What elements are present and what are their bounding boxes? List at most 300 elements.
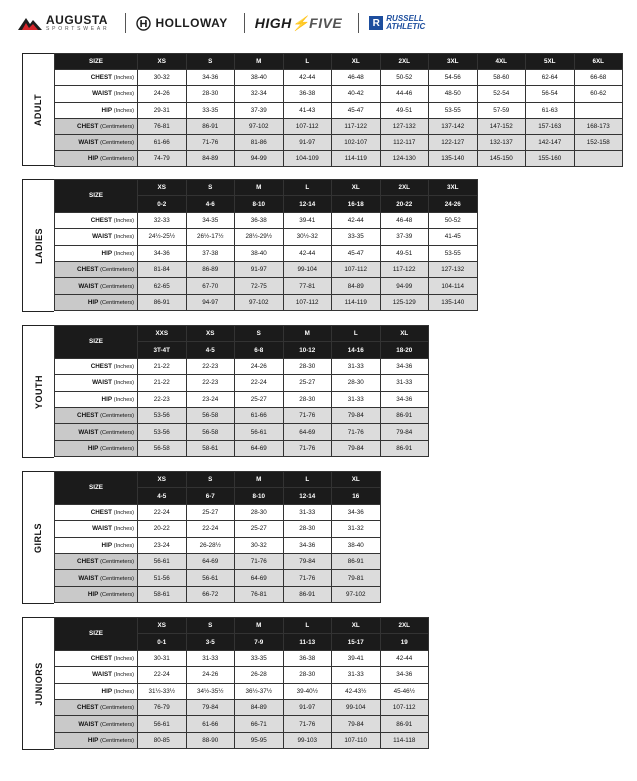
measurement-value: 28-30	[186, 86, 235, 102]
measurement-unit: (Inches)	[113, 91, 134, 98]
measurement-row	[55, 424, 429, 440]
brand-logos	[18, 8, 628, 38]
measurement-row	[55, 358, 429, 374]
measurement-value: 29-31	[138, 102, 187, 118]
measurement-value: 80-85	[138, 732, 187, 748]
measurement-part: WAIST	[92, 233, 113, 241]
measurement-value: 41-45	[429, 229, 478, 245]
measurement-value: 74-79	[138, 151, 187, 167]
numeric-size-header: 15-17	[332, 634, 381, 650]
brand-divider	[125, 13, 126, 33]
measurement-part: HIP	[101, 249, 113, 257]
size-column-header: XS	[138, 618, 187, 634]
measurement-row	[55, 732, 429, 748]
measurement-value: 31-33	[332, 391, 381, 407]
holloway-h-icon	[136, 16, 151, 31]
measurement-value: 45-47	[332, 102, 381, 118]
measurement-value: 97-102	[235, 294, 284, 310]
measurement-value: 168-173	[574, 118, 623, 134]
measurement-value: 34-36	[283, 537, 332, 553]
measurement-part: CHEST	[77, 704, 99, 712]
measurement-value: 52-54	[477, 86, 526, 102]
size-column-header: 2XL	[380, 54, 429, 70]
measurement-value: 34-36	[380, 391, 429, 407]
measurement-row	[55, 278, 478, 294]
measurement-value: 42-44	[283, 70, 332, 86]
measurement-part: CHEST	[90, 508, 113, 516]
measurement-value: 25-27	[186, 504, 235, 520]
measurement-part: HIP	[87, 590, 99, 598]
measurement-value: 79-84	[380, 424, 429, 440]
measurement-value: 152-158	[574, 134, 623, 150]
measurement-row	[55, 586, 381, 602]
measurement-value: 54-56	[429, 70, 478, 86]
measurement-unit: (Centimeters)	[100, 705, 134, 712]
numeric-size-header: 24-26	[429, 196, 478, 212]
measurement-value: 49-51	[380, 102, 429, 118]
measurement-row	[55, 407, 429, 423]
measurement-part: WAIST	[92, 525, 113, 533]
measurement-label	[55, 732, 138, 748]
measurement-label	[55, 570, 138, 586]
measurement-value: 91-97	[235, 261, 284, 277]
numeric-size-header: 19	[380, 634, 429, 650]
numeric-size-header: 16-18	[332, 196, 381, 212]
measurement-label	[55, 212, 138, 228]
measurement-value: 132-137	[477, 134, 526, 150]
category-text: ADULT	[33, 93, 44, 126]
measurement-value: 28-30	[283, 521, 332, 537]
measurement-part: HIP	[101, 687, 113, 695]
size-column-header: 4XL	[477, 54, 526, 70]
measurement-part: WAIST	[92, 671, 113, 679]
measurement-value: 58-61	[138, 586, 187, 602]
measurement-value: 46-48	[332, 70, 381, 86]
measurement-value: 56-61	[138, 553, 187, 569]
measurement-value: 79-81	[332, 570, 381, 586]
size-header-label: SIZE	[55, 326, 138, 359]
size-column-header: L	[332, 326, 381, 342]
measurement-value: 32-33	[138, 212, 187, 228]
size-column-header: XS	[138, 180, 187, 196]
measurement-value: 53-56	[138, 407, 187, 423]
measurement-value: 71-76	[332, 424, 381, 440]
numeric-size-header: 0-2	[138, 196, 187, 212]
measurement-value: 62-64	[526, 70, 575, 86]
size-column-header: XL	[332, 54, 381, 70]
measurement-value: 64-69	[235, 440, 284, 456]
measurement-value: 22-24	[186, 521, 235, 537]
numeric-size-header: 8-10	[235, 196, 284, 212]
measurement-row	[55, 212, 478, 228]
measurement-row	[55, 683, 429, 699]
measurement-value: 24½-25½	[138, 229, 187, 245]
measurement-value: 33-35	[332, 229, 381, 245]
measurement-value: 30½-32	[283, 229, 332, 245]
size-column-header: L	[283, 472, 332, 488]
measurement-value: 28-30	[332, 375, 381, 391]
holloway-name: HOLLOWAY	[155, 16, 228, 30]
measurement-value: 56-58	[138, 440, 187, 456]
size-column-header: L	[283, 54, 332, 70]
numeric-size-header: 4-5	[138, 488, 187, 504]
measurement-value: 45-46½	[380, 683, 429, 699]
measurement-unit: (Centimeters)	[100, 737, 134, 744]
measurement-value: 24-26	[138, 86, 187, 102]
measurement-value: 64-69	[186, 553, 235, 569]
size-column-header: S	[186, 180, 235, 196]
size-header-label: SIZE	[55, 180, 138, 213]
measurement-value: 71-76	[283, 407, 332, 423]
measurement-part: WAIST	[78, 574, 99, 582]
numeric-size-header: 3T-4T	[138, 342, 187, 358]
size-column-header: 6XL	[574, 54, 623, 70]
size-column-header: XS	[186, 326, 235, 342]
measurement-value: 34-35	[186, 212, 235, 228]
measurement-value: 104-114	[429, 278, 478, 294]
measurement-label	[55, 391, 138, 407]
numeric-size-header: 12-14	[283, 488, 332, 504]
measurement-label	[55, 553, 138, 569]
measurement-unit: (Centimeters)	[100, 156, 134, 163]
measurement-value: 61-66	[138, 134, 187, 150]
measurement-value: 99-104	[283, 261, 332, 277]
measurement-row	[55, 716, 429, 732]
measurement-value: 48-50	[429, 86, 478, 102]
measurement-value: 42-43½	[332, 683, 381, 699]
category-label	[22, 617, 54, 750]
category-text: JUNIORS	[33, 661, 44, 706]
size-column-header: XS	[138, 472, 187, 488]
measurement-value: 127-132	[380, 118, 429, 134]
measurement-unit: (Inches)	[113, 688, 134, 695]
measurement-value: 79-84	[186, 699, 235, 715]
measurement-part: WAIST	[92, 379, 113, 387]
measurement-value: 41-43	[283, 102, 332, 118]
measurement-value: 40-42	[332, 86, 381, 102]
measurement-part: HIP	[87, 298, 99, 306]
measurement-value: 39-40½	[283, 683, 332, 699]
measurement-value: 42-44	[332, 212, 381, 228]
brand-divider	[358, 13, 359, 33]
size-table	[54, 179, 478, 311]
measurement-value: 22-23	[186, 358, 235, 374]
numeric-size-header: 12-14	[283, 196, 332, 212]
measurement-part: HIP	[87, 155, 99, 163]
augusta-logo	[18, 12, 110, 32]
measurement-value: 53-55	[429, 102, 478, 118]
numeric-size-header: 3-5	[186, 634, 235, 650]
measurement-value: 94-99	[380, 278, 429, 294]
augusta-mountain-icon	[18, 16, 42, 30]
measurement-value: 107-110	[332, 732, 381, 748]
measurement-value: 56-61	[138, 716, 187, 732]
size-column-header: M	[235, 54, 284, 70]
measurement-value: 60-62	[574, 86, 623, 102]
measurement-unit: (Centimeters)	[100, 267, 134, 274]
measurement-value: 23-24	[138, 537, 187, 553]
measurement-unit: (Inches)	[113, 234, 134, 241]
measurement-value: 107-112	[332, 261, 381, 277]
size-column-header: XL	[332, 180, 381, 196]
measurement-value: 86-91	[186, 118, 235, 134]
measurement-part: WAIST	[78, 720, 99, 728]
measurement-value: 155-160	[526, 151, 575, 167]
measurement-value: 36-38	[283, 650, 332, 666]
measurement-value: 25-27	[235, 391, 284, 407]
measurement-unit: (Inches)	[113, 250, 134, 257]
size-column-header: L	[283, 618, 332, 634]
measurement-part: WAIST	[78, 139, 99, 147]
measurement-value: 34-36	[332, 504, 381, 520]
measurement-value: 66-71	[235, 716, 284, 732]
measurement-value: 50-52	[429, 212, 478, 228]
measurement-row	[55, 391, 429, 407]
measurement-value: 39-41	[283, 212, 332, 228]
measurement-part: WAIST	[78, 428, 99, 436]
size-table	[54, 325, 429, 457]
measurement-value	[574, 151, 623, 167]
measurement-label	[55, 424, 138, 440]
measurement-label	[55, 229, 138, 245]
measurement-value: 71-76	[283, 440, 332, 456]
measurement-unit: (Centimeters)	[100, 559, 134, 566]
measurement-value: 97-102	[332, 586, 381, 602]
measurement-value: 56-58	[186, 407, 235, 423]
measurement-value: 86-91	[332, 553, 381, 569]
size-header-row	[55, 326, 429, 342]
measurement-value: 142-147	[526, 134, 575, 150]
measurement-value: 86-91	[138, 294, 187, 310]
measurement-value: 44-46	[380, 86, 429, 102]
measurement-value: 28½-29½	[235, 229, 284, 245]
measurement-value: 107-112	[283, 294, 332, 310]
measurement-unit: (Inches)	[113, 217, 134, 224]
measurement-part: CHEST	[77, 122, 99, 130]
measurement-value: 49-51	[380, 245, 429, 261]
measurement-unit: (Inches)	[113, 672, 134, 679]
measurement-value: 61-63	[526, 102, 575, 118]
measurement-value: 34-36	[186, 70, 235, 86]
size-column-header: S	[186, 472, 235, 488]
measurement-value: 36½-37½	[235, 683, 284, 699]
measurement-value: 38-40	[235, 245, 284, 261]
measurement-value: 36-38	[235, 212, 284, 228]
measurement-unit: (Centimeters)	[100, 429, 134, 436]
measurement-unit: (Centimeters)	[100, 445, 134, 452]
measurement-value: 30-31	[138, 650, 187, 666]
measurement-label	[55, 86, 138, 102]
measurement-value: 84-89	[332, 278, 381, 294]
russell-logo	[369, 15, 425, 31]
measurement-value: 39-41	[332, 650, 381, 666]
size-header-row	[55, 618, 429, 634]
size-column-header: 5XL	[526, 54, 575, 70]
measurement-value: 66-72	[186, 586, 235, 602]
measurement-unit: (Inches)	[113, 75, 134, 82]
measurement-value: 42-44	[380, 650, 429, 666]
measurement-value: 30-32	[235, 537, 284, 553]
measurement-row	[55, 570, 381, 586]
measurement-row	[55, 118, 623, 134]
numeric-size-header: 6-7	[186, 488, 235, 504]
size-column-header: S	[235, 326, 284, 342]
category-text: YOUTH	[33, 374, 44, 409]
measurement-label	[55, 407, 138, 423]
category-label	[22, 325, 54, 458]
measurement-value: 37-39	[235, 102, 284, 118]
measurement-part: CHEST	[90, 74, 113, 82]
measurement-value: 71-76	[283, 716, 332, 732]
measurement-value: 58-61	[186, 440, 235, 456]
brand-divider	[244, 13, 245, 33]
measurement-value: 28-30	[283, 667, 332, 683]
measurement-value: 145-150	[477, 151, 526, 167]
measurement-value: 112-117	[380, 134, 429, 150]
measurement-value: 56-54	[526, 86, 575, 102]
size-header-row	[55, 54, 623, 70]
size-table	[54, 471, 381, 603]
measurement-row	[55, 440, 429, 456]
measurement-value: 117-122	[332, 118, 381, 134]
measurement-row	[55, 86, 623, 102]
size-column-header: M	[235, 618, 284, 634]
size-column-header: S	[186, 54, 235, 70]
numeric-size-header: 8-10	[235, 488, 284, 504]
measurement-row	[55, 521, 381, 537]
measurement-value: 53-55	[429, 245, 478, 261]
measurement-label	[55, 278, 138, 294]
measurement-value: 21-22	[138, 358, 187, 374]
measurement-value: 56-58	[186, 424, 235, 440]
size-column-header: 3XL	[429, 54, 478, 70]
measurement-value: 53-56	[138, 424, 187, 440]
numeric-size-header: 0-1	[138, 634, 187, 650]
measurement-part: CHEST	[77, 558, 99, 566]
measurement-unit: (Inches)	[113, 509, 134, 516]
augusta-sub: SPORTSWEAR	[46, 25, 110, 32]
measurement-row	[55, 537, 381, 553]
measurement-value: 64-69	[283, 424, 332, 440]
numeric-size-header: 16	[332, 488, 381, 504]
measurement-row	[55, 229, 478, 245]
measurement-value: 84-89	[235, 699, 284, 715]
measurement-value: 125-129	[380, 294, 429, 310]
measurement-row	[55, 134, 623, 150]
measurement-value: 127-132	[429, 261, 478, 277]
size-column-header: 2XL	[380, 618, 429, 634]
measurement-unit: (Inches)	[113, 396, 134, 403]
highfive-logo	[255, 15, 343, 32]
measurement-value: 30-32	[138, 70, 187, 86]
measurement-row	[55, 102, 623, 118]
measurement-value: 86-91	[380, 440, 429, 456]
measurement-row	[55, 667, 429, 683]
measurement-value: 95-95	[235, 732, 284, 748]
measurement-part: HIP	[101, 541, 113, 549]
measurement-value: 122-127	[429, 134, 478, 150]
measurement-value: 34-36	[380, 667, 429, 683]
measurement-part: WAIST	[92, 90, 113, 98]
measurement-value: 107-112	[283, 118, 332, 134]
measurement-value: 107-112	[380, 699, 429, 715]
measurement-value: 22-23	[138, 391, 187, 407]
measurement-value: 31-33	[186, 650, 235, 666]
measurement-value: 71-76	[186, 134, 235, 150]
measurement-value: 147-152	[477, 118, 526, 134]
measurement-value: 81-86	[235, 134, 284, 150]
measurement-value: 58-60	[477, 70, 526, 86]
measurement-label	[55, 358, 138, 374]
measurement-value: 117-122	[380, 261, 429, 277]
measurement-unit: (Inches)	[113, 655, 134, 662]
measurement-part: HIP	[101, 395, 113, 403]
measurement-label	[55, 586, 138, 602]
measurement-value: 79-84	[283, 553, 332, 569]
measurement-value: 104-109	[283, 151, 332, 167]
measurement-value: 33-35	[235, 650, 284, 666]
measurement-part: HIP	[87, 736, 99, 744]
size-column-header: L	[283, 180, 332, 196]
measurement-label	[55, 294, 138, 310]
size-header-label: SIZE	[55, 54, 138, 70]
measurement-label	[55, 650, 138, 666]
numeric-size-header: 14-16	[332, 342, 381, 358]
measurement-value: 124-130	[380, 151, 429, 167]
measurement-part: HIP	[101, 106, 113, 114]
measurement-value: 91-97	[283, 699, 332, 715]
measurement-label	[55, 440, 138, 456]
size-column-header: XS	[138, 54, 187, 70]
size-column-header: XL	[332, 472, 381, 488]
measurement-label	[55, 521, 138, 537]
size-column-header: XL	[380, 326, 429, 342]
bolt-icon: ⚡	[291, 14, 310, 31]
measurement-label	[55, 683, 138, 699]
measurement-value: 77-81	[283, 278, 332, 294]
measurement-value: 51-56	[138, 570, 187, 586]
measurement-unit: (Inches)	[113, 542, 134, 549]
measurement-value: 26½-17½	[186, 229, 235, 245]
measurement-unit: (Inches)	[113, 107, 134, 114]
measurement-part: CHEST	[77, 266, 99, 274]
measurement-value: 28-30	[235, 504, 284, 520]
measurement-value: 88-90	[186, 732, 235, 748]
category-label	[22, 179, 54, 312]
measurement-unit: (Inches)	[113, 363, 134, 370]
size-table	[54, 617, 429, 749]
measurement-label	[55, 699, 138, 715]
size-column-header: S	[186, 618, 235, 634]
measurement-row	[55, 261, 478, 277]
size-header-row	[55, 472, 381, 488]
measurement-value: 137-142	[429, 118, 478, 134]
measurement-value: 28-30	[283, 358, 332, 374]
measurement-label	[55, 375, 138, 391]
measurement-value: 31-33	[283, 504, 332, 520]
measurement-value: 28-30	[283, 391, 332, 407]
size-column-header: XL	[332, 618, 381, 634]
measurement-value: 36-38	[283, 86, 332, 102]
measurement-value: 25-27	[235, 521, 284, 537]
measurement-value: 64-69	[235, 570, 284, 586]
size-column-header: 3XL	[429, 180, 478, 196]
measurement-value: 31-33	[380, 375, 429, 391]
measurement-value: 94-99	[235, 151, 284, 167]
measurement-row	[55, 553, 381, 569]
size-column-header: 2XL	[380, 180, 429, 196]
measurement-value: 114-119	[332, 294, 381, 310]
